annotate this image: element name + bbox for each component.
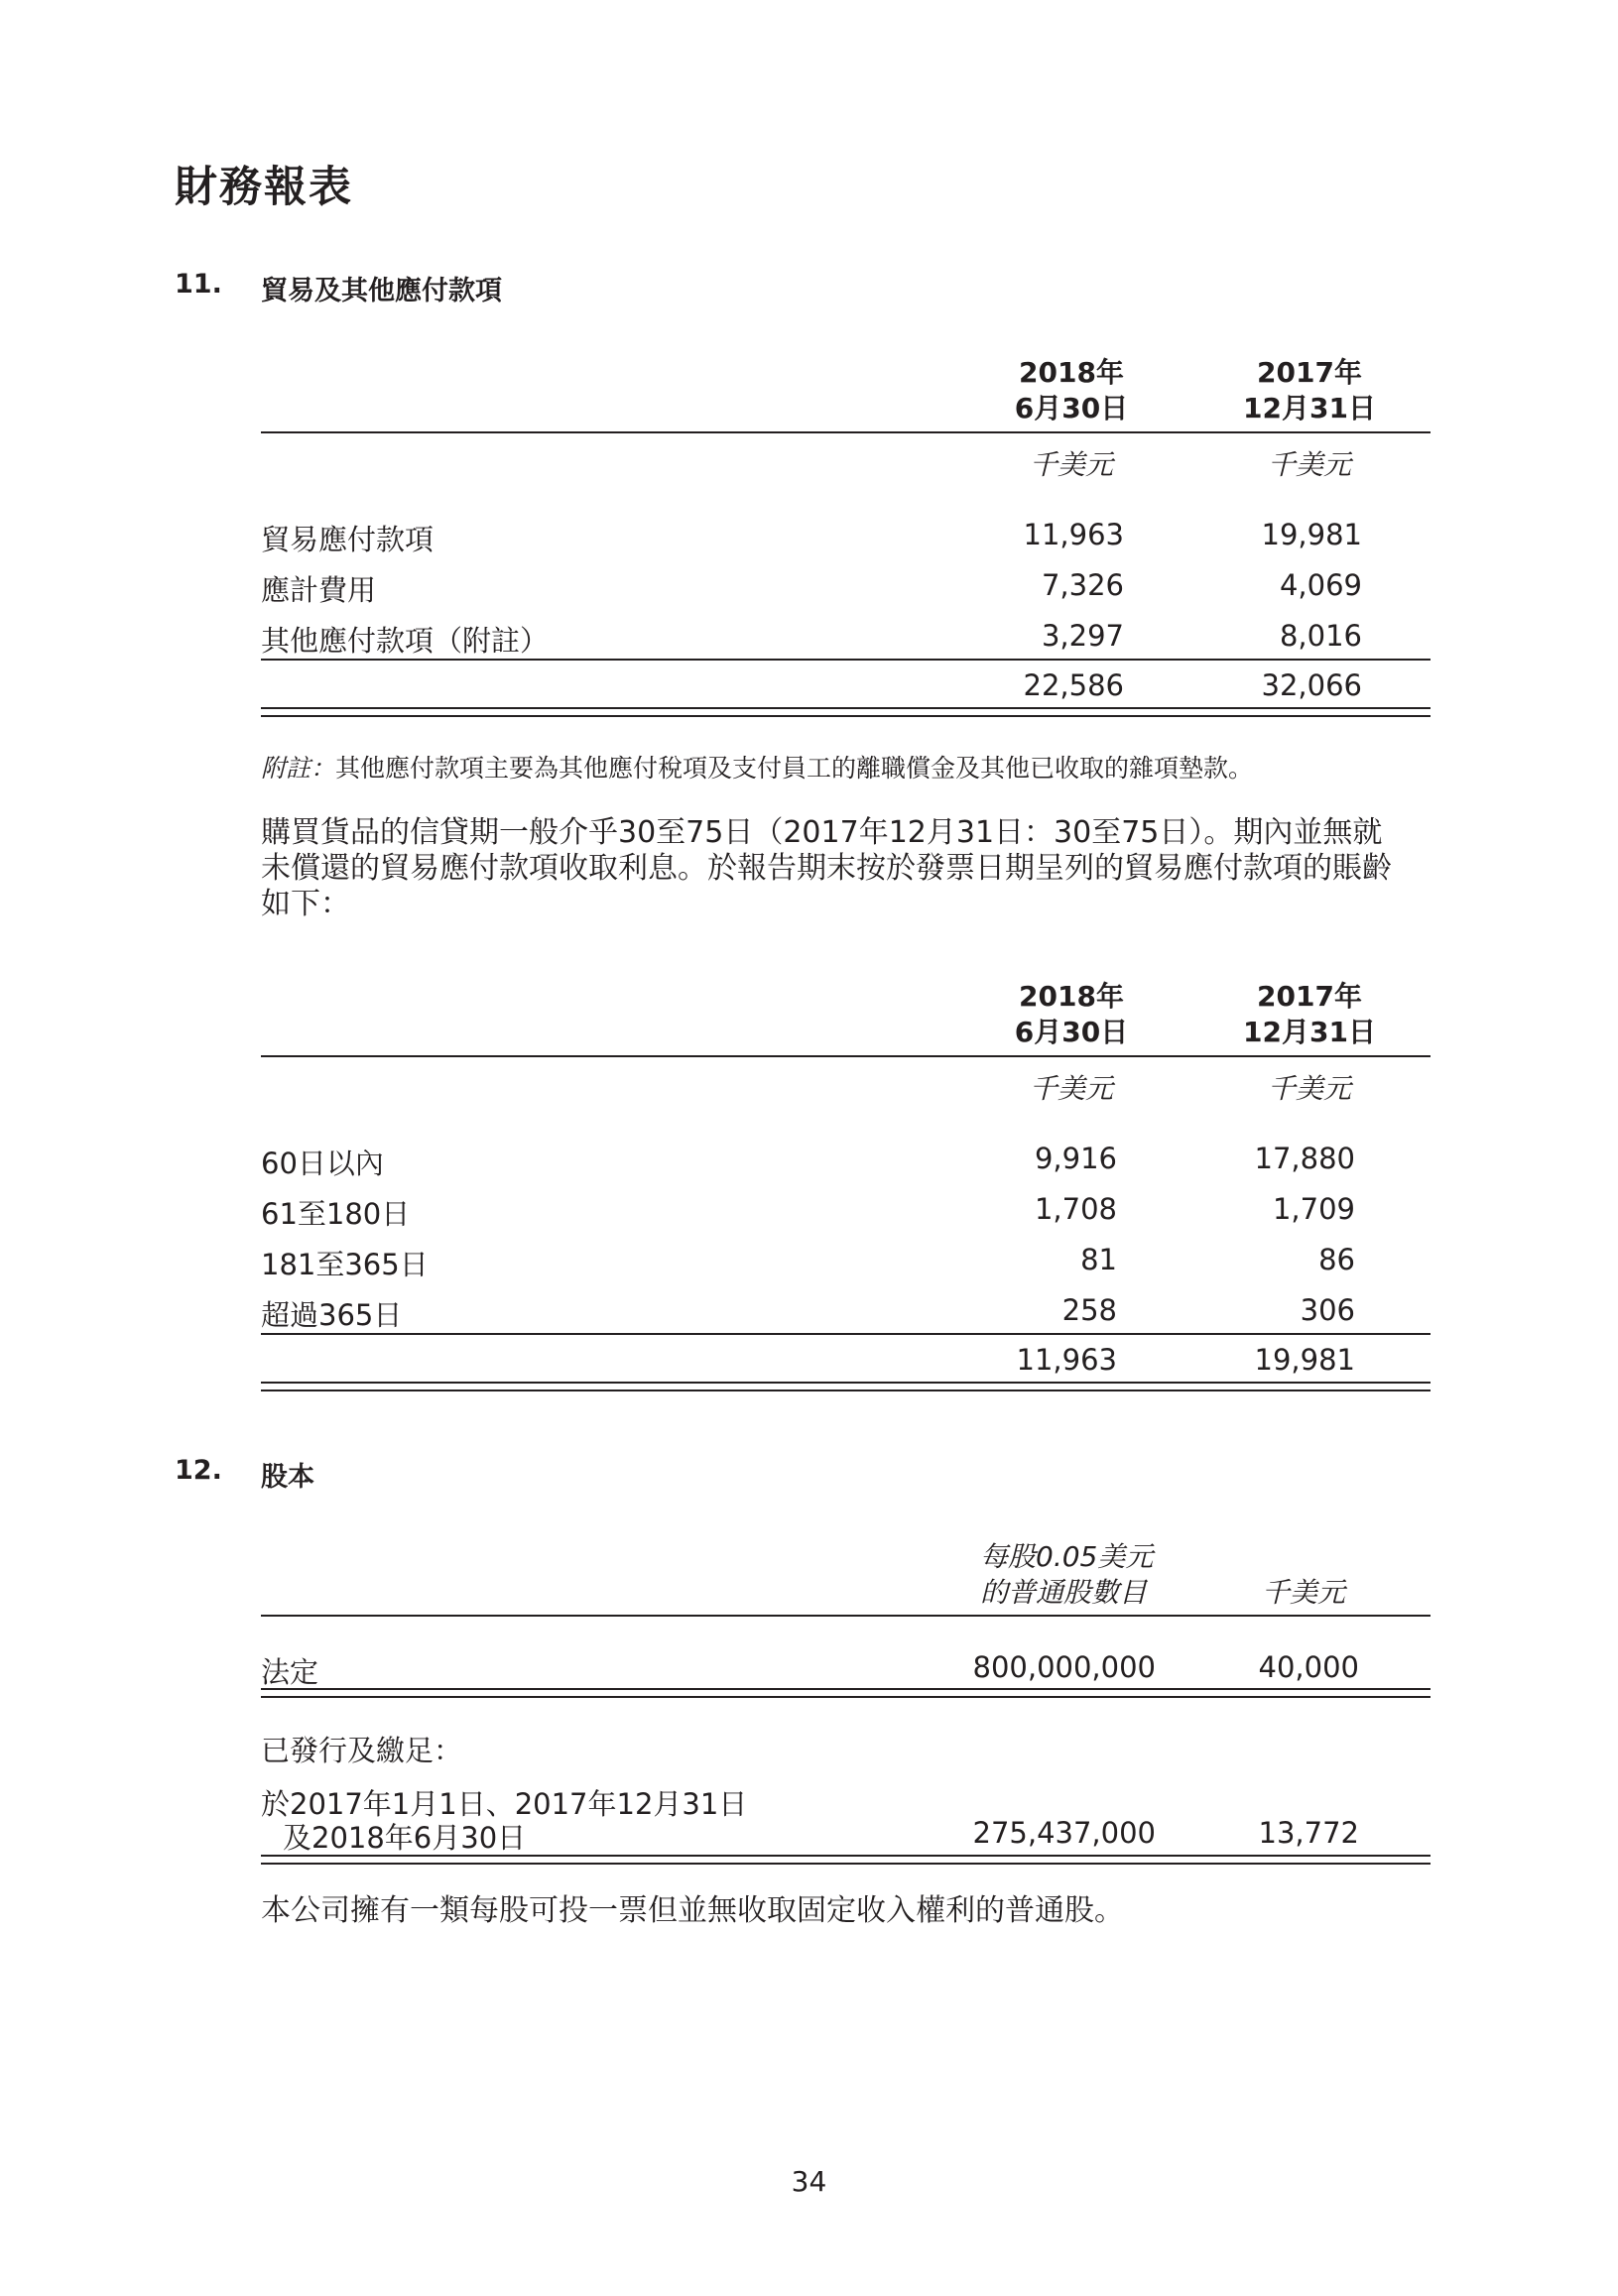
ageing-paragraph: [261, 815, 1431, 922]
page-number: 34: [791, 2165, 827, 2198]
t2-total: 19,981: [1254, 1343, 1355, 1377]
t2-row-value: 1,709: [1272, 1192, 1355, 1226]
t1-col2-header: [1230, 355, 1389, 426]
t1-row-value: 7,326: [1041, 568, 1124, 602]
t2-total-double-rule: [261, 1382, 1431, 1391]
t2-row-value: 1,708: [1034, 1192, 1117, 1226]
s12-header-rule: [261, 1615, 1431, 1617]
s12-shares-header-line: 的普通股數目: [980, 1576, 1148, 1609]
t2-row-value: 86: [1318, 1243, 1355, 1276]
t1-row-label: 貿易應付款項: [261, 523, 435, 556]
t2-header-rule: [261, 1055, 1431, 1057]
t2-unit2: 千美元: [1267, 1072, 1351, 1105]
t1-col1-year: 2018年: [1019, 356, 1124, 389]
t1-row-value: 8,016: [1279, 619, 1362, 653]
s12-issued-label: 已發行及繳足：: [261, 1734, 463, 1767]
t1-unit1: 千美元: [1029, 448, 1113, 481]
t2-col1-header: [992, 979, 1151, 1050]
t2-total: 11,963: [1016, 1343, 1117, 1377]
s12-closing-text: 本公司擁有一類每股可投一票但並無收取固定收入權利的普通股。: [261, 1893, 1124, 1928]
t2-col2-date: 12月31日: [1243, 1016, 1376, 1048]
section-12-number: 12.: [175, 1455, 222, 1486]
t1-row-label: 其他應付款項（附註）: [261, 624, 550, 658]
t1-total: 22,586: [1023, 668, 1124, 702]
t1-total-double-rule: [261, 707, 1431, 717]
s12-authorised-shares: 800,000,000: [972, 1650, 1156, 1684]
s12-issued-amount: 13,772: [1258, 1816, 1359, 1850]
t2-row-value: 17,880: [1254, 1142, 1355, 1175]
s12-authorised-double-rule: [261, 1688, 1431, 1698]
footnote-label: 附註：: [261, 754, 336, 783]
t1-subtotal-rule: [261, 659, 1431, 661]
t1-col2-date: 12月31日: [1243, 392, 1376, 424]
t1-row-value: 19,981: [1261, 518, 1362, 551]
t2-row-label: 61至180日: [261, 1197, 411, 1231]
section-11-title: 貿易及其他應付款項: [261, 276, 502, 306]
s12-authorised-amount: 40,000: [1258, 1650, 1359, 1684]
t2-row-value: 258: [1061, 1293, 1117, 1327]
s12-amount-header: 千美元: [1262, 1576, 1346, 1609]
t1-unit2: 千美元: [1267, 448, 1351, 481]
t1-row-value: 11,963: [1023, 518, 1124, 551]
s12-issued-desc-line2: 及2018年6月30日: [283, 1821, 527, 1855]
footnote-text: 其他應付款項主要為其他應付稅項及支付員工的離職償金及其他已收取的雜項墊款。: [335, 754, 1254, 783]
s12-authorised-label: 法定: [261, 1655, 319, 1689]
t1-footnote: [261, 749, 1253, 785]
t1-header-rule: [261, 431, 1431, 433]
s12-issued-desc-line1: 於2017年1月1日、2017年12月31日: [261, 1787, 748, 1821]
t1-col2-year: 2017年: [1257, 356, 1362, 389]
paragraph-line: 未償還的貿易應付款項收取利息。於報告期末按於發票日期呈列的貿易應付款項的賬齡: [261, 851, 1392, 886]
t1-total: 32,066: [1261, 668, 1362, 702]
t2-row-value: 9,916: [1034, 1142, 1117, 1175]
s12-issued-double-rule: [261, 1855, 1431, 1865]
t1-row-value: 4,069: [1279, 568, 1362, 602]
t2-row-value: 81: [1080, 1243, 1117, 1276]
t1-row-value: 3,297: [1041, 619, 1124, 653]
section-11-number: 11.: [175, 269, 222, 300]
s12-shares-header-line: 每股0.05美元: [980, 1540, 1154, 1573]
section-12-title: 股本: [261, 1462, 314, 1493]
t2-col1-date: 6月30日: [1014, 1016, 1129, 1048]
t2-subtotal-rule: [261, 1333, 1431, 1335]
t2-row-label: 181至365日: [261, 1248, 429, 1281]
paragraph-line: 購買貨品的信貸期一般介乎30至75日（2017年12月31日：30至75日）。期內並無就: [261, 815, 1383, 850]
t2-unit1: 千美元: [1029, 1072, 1113, 1105]
t1-col1-date: 6月30日: [1014, 392, 1129, 424]
t2-row-value: 306: [1300, 1293, 1355, 1327]
t1-row-label: 應計費用: [261, 573, 377, 607]
page-heading: 財務報表: [175, 163, 353, 212]
t2-col1-year: 2018年: [1019, 980, 1124, 1013]
t2-col2-year: 2017年: [1257, 980, 1362, 1013]
t2-row-label: 60日以內: [261, 1147, 384, 1180]
t2-col2-header: [1230, 979, 1389, 1050]
t2-row-label: 超過365日: [261, 1298, 403, 1332]
s12-shares-header: [980, 1539, 1153, 1611]
s12-issued-shares: 275,437,000: [972, 1816, 1156, 1850]
t1-col1-header: [992, 355, 1151, 426]
paragraph-line: 如下：: [261, 887, 350, 921]
